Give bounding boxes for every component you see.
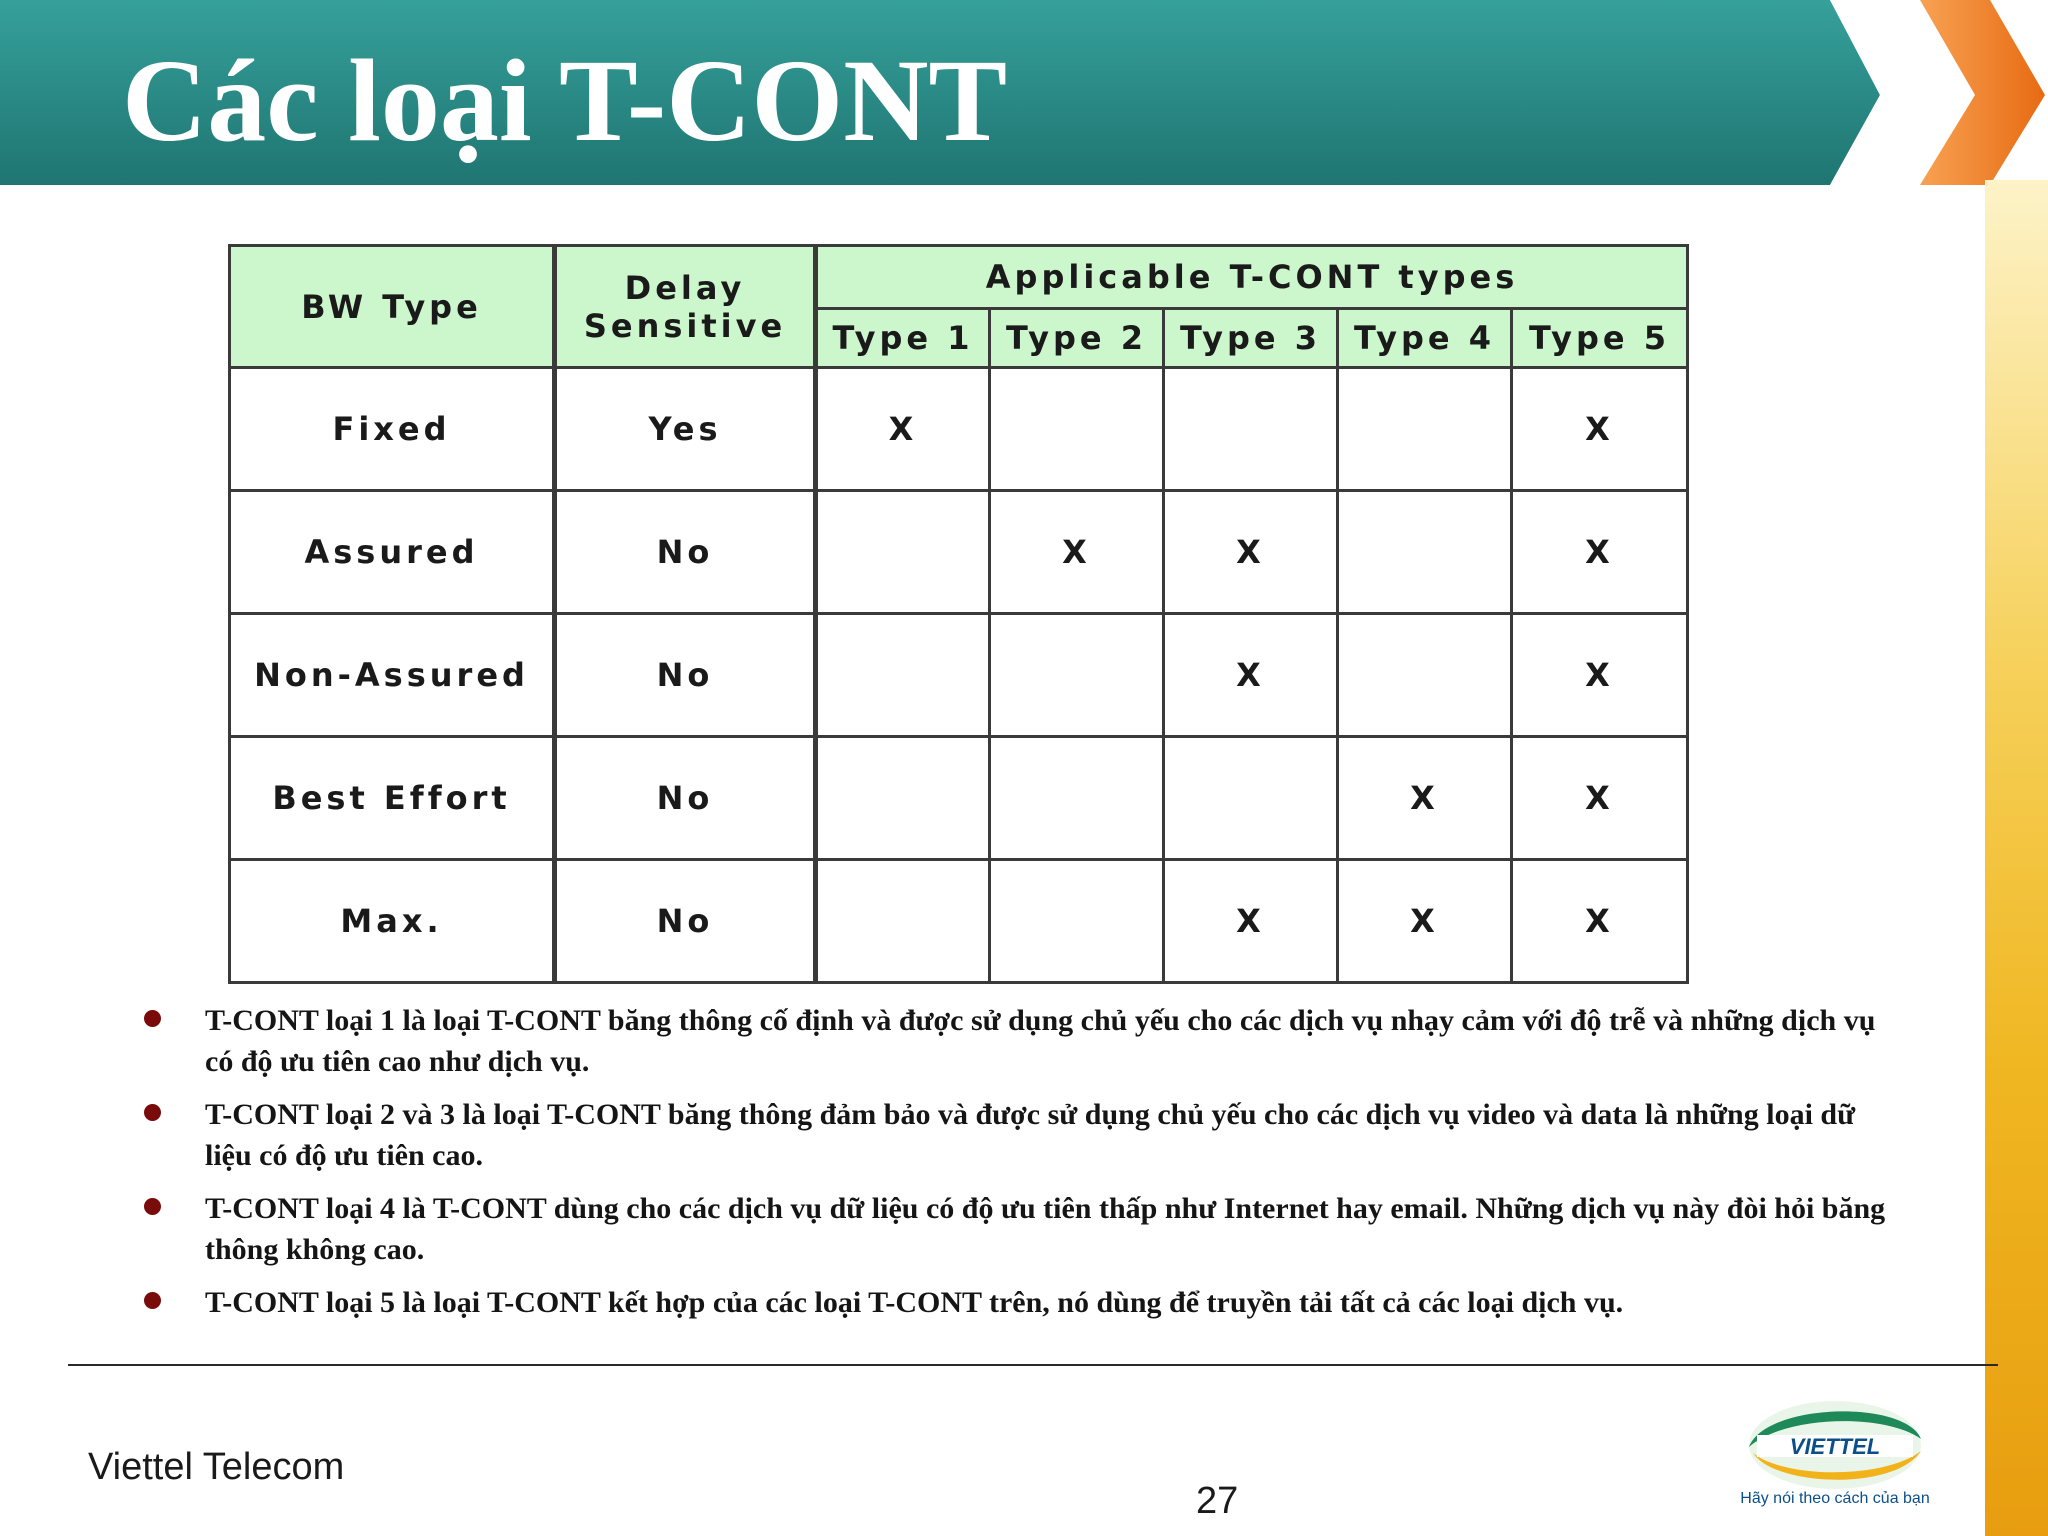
header-applicable-types: Applicable T-CONT types (816, 246, 1688, 309)
bullet-list (140, 1000, 1900, 1335)
bullet-dot-icon (144, 1010, 161, 1027)
cell-bw-type: Assured (230, 491, 555, 614)
bullet-text: T-CONT loại 1 là loại T-CONT băng thông cố định và được sử dụng chủ yếu cho các dịch vụ nhạy cảm với độ trễ và những dịch vụ có độ ưu tiên cao như dịch vụ. (205, 1004, 1876, 1078)
cell-type-5: X (1512, 860, 1688, 983)
bullet-text: T-CONT loại 4 là T-CONT dùng cho các dịch vụ dữ liệu có độ ưu tiên thấp như Internet hay email. Những dịch vụ này đòi hỏi băng thông không cao. (205, 1192, 1886, 1266)
page-number: 27 (1196, 1480, 1239, 1522)
footer-company: Viettel Telecom (88, 1446, 345, 1488)
cell-type-5: X (1512, 614, 1688, 737)
bullet-text: T-CONT loại 5 là loại T-CONT kết hợp của các loại T-CONT trên, nó dùng để truyền tải tất cả các loại dịch vụ. (205, 1286, 1624, 1319)
cell-type-1 (816, 860, 990, 983)
cell-type-4 (1338, 491, 1512, 614)
table-row (230, 614, 1688, 737)
cell-type-2 (990, 368, 1164, 491)
cell-type-3 (1164, 368, 1338, 491)
table-row (230, 737, 1688, 860)
bullet-dot-icon (144, 1104, 161, 1121)
cell-delay: No (555, 737, 816, 860)
cell-type-5: X (1512, 737, 1688, 860)
table-row (230, 491, 1688, 614)
header-delay-line1: Delay (624, 268, 746, 307)
cell-type-1: X (816, 368, 990, 491)
cell-bw-type: Best Effort (230, 737, 555, 860)
header-type-5: Type 5 (1512, 309, 1688, 368)
cell-delay: No (555, 860, 816, 983)
cell-bw-type: Max. (230, 860, 555, 983)
cell-type-2 (990, 860, 1164, 983)
bullet-dot-icon (144, 1198, 161, 1215)
cell-type-2: X (990, 491, 1164, 614)
cell-type-1 (816, 614, 990, 737)
cell-type-3: X (1164, 860, 1338, 983)
cell-delay: No (555, 614, 816, 737)
table-row (230, 368, 1688, 491)
cell-type-5: X (1512, 491, 1688, 614)
logo-wordmark: VIETTEL (1789, 1434, 1881, 1459)
list-item (140, 1188, 1900, 1270)
cell-bw-type: Fixed (230, 368, 555, 491)
cell-type-2 (990, 737, 1164, 860)
cell-delay: No (555, 491, 816, 614)
cell-type-1 (816, 491, 990, 614)
header-delay-line2: Sensitive (583, 306, 787, 345)
table-header-row (230, 246, 1688, 309)
bullet-dot-icon (144, 1292, 161, 1309)
logo-tagline: Hãy nói theo cách của bạn (1740, 1490, 1930, 1507)
tcont-table (228, 244, 1689, 984)
bullet-text: T-CONT loại 2 và 3 là loại T-CONT băng thông đảm bảo và được sử dụng chủ yếu cho các dịch vụ video và data là những loại dữ liệu có độ ưu tiên cao. (205, 1098, 1856, 1172)
cell-type-1 (816, 737, 990, 860)
cell-type-4: X (1338, 860, 1512, 983)
cell-type-3 (1164, 737, 1338, 860)
header-delay-sensitive (555, 246, 816, 368)
cell-bw-type: Non-Assured (230, 614, 555, 737)
header-type-1: Type 1 (816, 309, 990, 368)
table-row (230, 860, 1688, 983)
list-item (140, 1000, 1900, 1082)
list-item (140, 1282, 1900, 1323)
list-item (140, 1094, 1900, 1176)
tcont-table-container (228, 244, 1686, 984)
cell-type-3: X (1164, 491, 1338, 614)
header-type-3: Type 3 (1164, 309, 1338, 368)
footer-divider (68, 1364, 1998, 1366)
cell-type-3: X (1164, 614, 1338, 737)
header-bw-type: BW Type (230, 246, 555, 368)
slide-title: Các loại T-CONT (122, 35, 1008, 166)
right-decor-strip (1985, 180, 2048, 1536)
header-type-2: Type 2 (990, 309, 1164, 368)
cell-type-5: X (1512, 368, 1688, 491)
cell-type-4 (1338, 368, 1512, 491)
cell-type-4 (1338, 614, 1512, 737)
cell-type-4: X (1338, 737, 1512, 860)
cell-delay: Yes (555, 368, 816, 491)
cell-type-2 (990, 614, 1164, 737)
header-type-4: Type 4 (1338, 309, 1512, 368)
